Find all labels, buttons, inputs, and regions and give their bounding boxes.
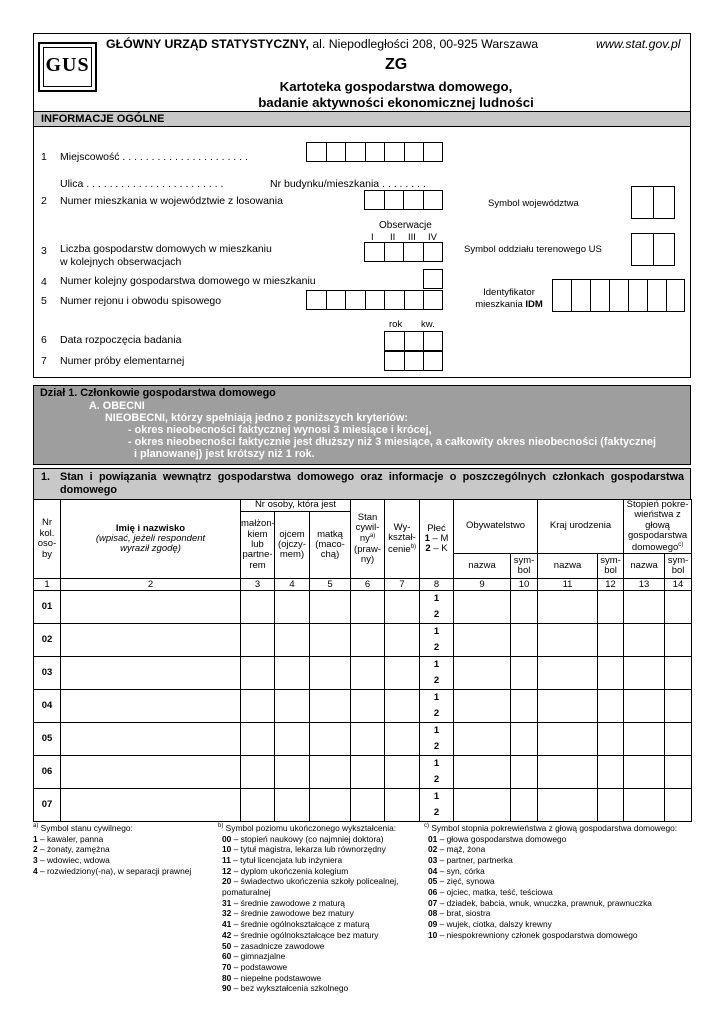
member-cell[interactable] (310, 756, 351, 789)
label-numer-proby: Numer próby elementarnej (60, 355, 185, 367)
member-cell[interactable] (454, 591, 511, 624)
member-cell[interactable] (310, 657, 351, 690)
hdr-nr-osoby: Nr osoby, która jest (241, 500, 351, 512)
sex-code-k[interactable]: 2 (420, 640, 454, 657)
form-title-1: Kartoteka gospodarstwa domowego, (279, 79, 513, 94)
sex-code-k[interactable]: 2 (420, 772, 454, 789)
col-num: 12 (598, 579, 624, 591)
numer-rejonu-field[interactable] (306, 290, 443, 310)
footnote-a: $^{a)}$ Symbol stanu cywilnego: 1 – kawaler, panna 2 – żonaty, zamężna 3 – wdowiec, wdowa 4 – rozwiedziony(-na), w separacji prawnej (33, 822, 192, 876)
hdr-ojcem: ojcem (ojczy- mem) (275, 512, 310, 579)
member-cell[interactable] (598, 690, 624, 723)
member-cell[interactable] (310, 789, 351, 822)
sex-code-m[interactable]: 1 (420, 657, 454, 674)
hdr-obyw-nazwa: nazwa (454, 554, 511, 579)
row-num-3: 3 (41, 245, 47, 257)
footnote-item: 00 – stopień naukowy (co najmniej doktora) (222, 833, 384, 844)
section-1-title: Stan i powiązania wewnątrz gospodarstwa domowego oraz informacje o poszczególnych członkach gospodarstwa domowego (60, 471, 684, 496)
kw-label: kw. (421, 319, 435, 330)
sex-code-k[interactable]: 2 (420, 739, 454, 756)
miejscowosc-field[interactable] (306, 142, 443, 162)
footnote-item: 90 – bez wykształcenia szkolnego (222, 983, 349, 994)
idm-label (466, 287, 552, 311)
member-cell[interactable] (241, 756, 275, 789)
gus-logo (38, 42, 97, 92)
member-name-cell[interactable] (61, 591, 241, 624)
symbol-oddzialu-field[interactable] (631, 233, 675, 266)
footnote-item: 2 – żonaty, zamężna (33, 844, 110, 855)
row-num-2: 2 (41, 195, 47, 207)
member-cell[interactable] (624, 624, 665, 657)
footnote-item: 07 – dziadek, babcia, wnuk, wnuczka, prawnuk, prawnuczka (428, 897, 652, 908)
member-number: 04 (34, 690, 61, 723)
member-cell[interactable] (351, 723, 385, 756)
member-cell[interactable] (665, 756, 692, 789)
member-number: 07 (34, 789, 61, 822)
member-cell[interactable] (385, 657, 420, 690)
member-cell[interactable] (241, 591, 275, 624)
member-cell[interactable] (351, 591, 385, 624)
sex-code-m[interactable]: 1 (420, 690, 454, 707)
member-cell[interactable] (275, 624, 310, 657)
footnote-item: 42 – średnie ogólnokształcące bez matury (222, 929, 379, 940)
footnote-item: 10 – tytuł magistra, lekarza lub równorzędny (222, 844, 386, 855)
member-cell[interactable] (665, 657, 692, 690)
footnote-item: 09 – wujek, ciotka, dalszy krewny (428, 919, 552, 930)
label-nr-budynku: Nr budynku/mieszkania . . . . . . . . (270, 178, 426, 190)
member-row (34, 723, 692, 740)
hdr-obyw-symbol: sym- bol (511, 554, 538, 579)
members-table (33, 499, 692, 822)
hdr-stan-cywilny: Stan cywil- $ny^{a)}$ (praw- ny) (351, 500, 385, 579)
member-number: 03 (34, 657, 61, 690)
member-cell[interactable] (624, 723, 665, 756)
footnote-c: $^{c)}$ Symbol stopnia pokrewieństwa z głową gospodarstwa domowego: 01 – głowa gospodarstwa domowego 02 – mąż, żona 03 – partner, partnerka 04 – syn, córka 05 – zięć, synowa 06 – ojciec, matka, teść, teściowa 07 – dziadek, babcia, wnuk, wnuczka, prawnuk, prawnuczka 08 – brat, siostra 09 – wujek, ciotka, dalszy krewny 10 – niespokrewniony członek gospodarstwa domowego (424, 822, 678, 940)
member-number: 02 (34, 624, 61, 657)
member-cell[interactable] (351, 789, 385, 822)
hdr-plec: Płeć 1 – M 2 – K (420, 500, 454, 579)
footnote-item: 50 – zasadnicze zawodowe (222, 940, 325, 951)
dzial-1-crit2b: i planowanej) jest krótszy niż 1 rok. (134, 448, 315, 460)
label-numer-mieszkania: Numer mieszkania w województwie z losowania (60, 195, 283, 207)
form-title-2: badanie aktywności ekonomicznej ludności (258, 95, 534, 110)
member-cell[interactable] (665, 723, 692, 756)
member-cell[interactable] (511, 690, 538, 723)
hdr-name: Imię i nazwisko (wpisać, jeżeli respondent wyraził zgodę) (61, 500, 241, 579)
member-cell[interactable] (511, 756, 538, 789)
member-cell[interactable] (598, 756, 624, 789)
member-cell[interactable] (665, 624, 692, 657)
numer-kolejny-field[interactable] (423, 269, 443, 289)
member-cell[interactable] (538, 789, 598, 822)
member-cell[interactable] (454, 789, 511, 822)
col-num: 5 (310, 579, 351, 591)
rok-label: rok (389, 319, 403, 330)
member-cell[interactable] (275, 789, 310, 822)
footnote-item: 20 – świadectwo ukończenia szkoły policealnej, (222, 876, 399, 887)
col-num: 4 (275, 579, 310, 591)
col-num: 14 (665, 579, 692, 591)
member-name-cell[interactable] (61, 657, 241, 690)
member-cell[interactable] (538, 690, 598, 723)
member-cell[interactable] (351, 690, 385, 723)
hdr-stop-nazwa: nazwa (624, 554, 665, 579)
label-kolejnych-obserwacjach: w kolejnych obserwacjach (60, 256, 182, 268)
member-cell[interactable] (275, 690, 310, 723)
liczba-gospodarstw-field[interactable] (364, 242, 443, 262)
footnote-item: 05 – zięć, synowa (428, 876, 495, 887)
member-name-cell[interactable] (61, 690, 241, 723)
member-cell[interactable] (598, 723, 624, 756)
row-num-7: 7 (41, 355, 47, 367)
sex-code-m[interactable]: 1 (420, 624, 454, 641)
footnote-item: 80 – niepełne podstawowe (222, 972, 322, 983)
member-cell[interactable] (624, 756, 665, 789)
member-cell[interactable] (241, 690, 275, 723)
member-cell[interactable] (454, 657, 511, 690)
member-cell[interactable] (310, 723, 351, 756)
footnote-item: 11 – tytuł licencjata lub inżyniera (222, 854, 343, 865)
member-cell[interactable] (624, 789, 665, 822)
member-cell[interactable] (275, 657, 310, 690)
dzial-1-box (33, 385, 691, 465)
footnote-item: 32 – średnie zawodowe bez matury (222, 908, 354, 919)
member-cell[interactable] (351, 756, 385, 789)
logo-text: GUS (45, 54, 90, 76)
member-cell[interactable] (351, 657, 385, 690)
member-row (34, 756, 692, 773)
member-number: 01 (34, 591, 61, 624)
member-cell[interactable] (241, 624, 275, 657)
obs-IV: IV (428, 232, 437, 243)
label-numer-rejonu: Numer rejonu i obwodu spisowego (60, 295, 222, 307)
member-cell[interactable] (385, 591, 420, 624)
observations-label: Obserwacje (379, 220, 432, 231)
footnote-item: 12 – dyplom ukończenia kolegium (222, 865, 349, 876)
footnote-item: pomaturalnej (222, 887, 271, 898)
hdr-malzonek: małżon- kiem lub partne- rem (241, 512, 275, 579)
member-cell[interactable] (538, 756, 598, 789)
member-cell[interactable] (275, 591, 310, 624)
member-cell[interactable] (511, 591, 538, 624)
section-1-num: 1. (41, 471, 51, 483)
footnote-item: 3 – wdowiec, wdowa (33, 854, 110, 865)
obs-II: II (390, 232, 396, 243)
sex-code-k[interactable]: 2 (420, 673, 454, 690)
hdr-stop-symbol: sym- bol (665, 554, 692, 579)
footnote-item: 02 – mąż, żona (428, 844, 486, 855)
col-num: 3 (241, 579, 275, 591)
org-name: GŁÓWNY URZĄD STATYSTYCZNY, (106, 37, 309, 51)
label-numer-kolejny: Numer kolejny gospodarstwa domowego w mieszkaniu (60, 275, 316, 287)
row-num-5: 5 (41, 295, 47, 307)
member-row (34, 591, 692, 608)
hdr-nr: Nr kol. oso- by (34, 500, 61, 579)
footnote-item: 1 – kawaler, panna (33, 833, 104, 844)
website: www.stat.gov.pl (596, 37, 681, 51)
hdr-kraj-urodzenia: Kraj urodzenia (538, 500, 624, 554)
label-miejscowosc: Miejscowość . . . . . . . . . . . . . . . . . . . . . . (60, 151, 248, 163)
col-num: 2 (61, 579, 241, 591)
member-cell[interactable] (598, 591, 624, 624)
footnote-item: 06 – ojciec, matka, teść, teściowa (428, 887, 553, 898)
member-number: 06 (34, 756, 61, 789)
footnote-b: $^{b)}$ Symbol poziomu ukończonego wykształcenia: 00 – stopień naukowy (co najmniej doktora) 10 – tytuł magistra, lekarza lub równorzędny 11 – tytuł licencjata lub inżyniera 12 – dyplom ukończenia kolegium 20 – świadectwo ukończenia szkoły policealnej, pomaturalnej 31 – średnie zawodowe z maturą 32 – średnie zawodowe bez matury 41 – średnie ogólnokształcące z maturą 42 – średnie ogólnokształcące bez matury 50 – zasadnicze zawodowe 60 – gimnazjalne 70 – podstawowe 80 – niepełne podstawowe 90 – bez wykształcenia szkolnego (218, 822, 399, 994)
member-cell[interactable] (511, 624, 538, 657)
obs-I: I (371, 232, 374, 243)
footnote-item: 08 – brat, siostra (428, 908, 491, 919)
member-cell[interactable] (385, 624, 420, 657)
member-cell[interactable] (310, 624, 351, 657)
member-cell[interactable] (511, 723, 538, 756)
col-num: 1 (34, 579, 61, 591)
dzial-1-crit1: - okres nieobecności faktycznej wynosi 3 miesiące i krócej, (128, 424, 432, 436)
sex-code-k[interactable]: 2 (420, 706, 454, 723)
member-name-cell[interactable] (61, 789, 241, 822)
footnote-item: 01 – głowa gospodarstwa domowego (428, 833, 567, 844)
member-cell[interactable] (538, 723, 598, 756)
col-num: 8 (420, 579, 454, 591)
symbol-wojewodztwa-label: Symbol województwa (488, 198, 579, 209)
hdr-wyksztalcenie: Wy- kształ- cenie$^{b)}$ (385, 500, 420, 579)
member-cell[interactable] (511, 789, 538, 822)
hdr-matka: matką (maco- chą) (310, 512, 351, 579)
section-1-bar (33, 468, 691, 499)
sex-code-k[interactable]: 2 (420, 805, 454, 822)
footnote-item: 60 – gimnazjalne (222, 951, 286, 962)
footnote-item: 10 – niespokrewniony członek gospodarstwa domowego (428, 929, 638, 940)
hdr-kraj-symbol: sym- bol (598, 554, 624, 579)
member-cell[interactable] (385, 756, 420, 789)
label-data-rozpoczecia: Data rozpoczęcia badania (60, 334, 182, 346)
member-cell[interactable] (454, 624, 511, 657)
member-cell[interactable] (624, 690, 665, 723)
member-cell[interactable] (241, 789, 275, 822)
member-cell[interactable] (454, 723, 511, 756)
member-cell[interactable] (538, 624, 598, 657)
member-cell[interactable] (351, 624, 385, 657)
member-cell[interactable] (624, 657, 665, 690)
member-cell[interactable] (385, 789, 420, 822)
member-cell[interactable] (275, 756, 310, 789)
dzial-1-crit2: - okres nieobecności faktycznie jest dłuższy niż 3 miesiące, a całkowity okres nieobecności (faktycznej (128, 436, 657, 448)
member-row (34, 690, 692, 707)
general-section-title: INFORMACJE OGÓLNE (41, 113, 165, 125)
data-rozpoczecia-field[interactable] (384, 331, 443, 351)
numer-proby-field[interactable] (384, 351, 443, 371)
member-name-cell[interactable] (61, 723, 241, 756)
sex-code-m[interactable]: 1 (420, 789, 454, 806)
member-cell[interactable] (538, 657, 598, 690)
member-cell[interactable] (275, 723, 310, 756)
obs-III: III (408, 232, 416, 243)
dzial-1-title: Dział 1. Członkowie gospodarstwa domowego (40, 387, 276, 399)
member-row (34, 624, 692, 641)
member-cell[interactable] (310, 591, 351, 624)
member-cell[interactable] (624, 591, 665, 624)
member-cell[interactable] (598, 657, 624, 690)
member-cell[interactable] (598, 624, 624, 657)
member-row (34, 789, 692, 806)
general-section-bar (34, 111, 690, 127)
symbol-oddzialu-label: Symbol oddziału terenowego US (464, 244, 602, 255)
col-num: 6 (351, 579, 385, 591)
column-numbers-row (34, 579, 692, 591)
footnote-item: 04 – syn, córka (428, 865, 485, 876)
sex-code-k[interactable]: 2 (420, 607, 454, 624)
sex-code-m[interactable]: 1 (420, 756, 454, 773)
member-cell[interactable] (385, 723, 420, 756)
hdr-obywatelstwo: Obywatelstwo (454, 500, 538, 554)
idm-field[interactable] (552, 279, 685, 312)
idm-label-2: mieszkania IDM (475, 299, 543, 310)
sex-code-m[interactable]: 1 (420, 723, 454, 740)
member-name-cell[interactable] (61, 624, 241, 657)
label-ulica: Ulica . . . . . . . . . . . . . . . . . . . . . . . . (60, 178, 224, 190)
member-cell[interactable] (310, 690, 351, 723)
symbol-wojewodztwa-field[interactable] (631, 186, 675, 219)
member-cell[interactable] (241, 657, 275, 690)
org-address: al. Niepodległości 208, 00-925 Warszawa (308, 37, 539, 51)
member-cell[interactable] (665, 591, 692, 624)
row-num-4: 4 (41, 276, 47, 288)
idm-label-1: Identyfikator (483, 287, 535, 298)
label-liczba-gospodarstw: Liczba gospodarstw domowych w mieszkaniu (60, 243, 272, 255)
member-row (34, 657, 692, 674)
member-name-cell[interactable] (61, 756, 241, 789)
col-num: 13 (624, 579, 665, 591)
form-code: ZG (385, 56, 408, 73)
footnote-item: 70 – podstawowe (222, 961, 288, 972)
col-num: 10 (511, 579, 538, 591)
member-cell[interactable] (511, 657, 538, 690)
col-num: 9 (454, 579, 511, 591)
member-cell[interactable] (385, 690, 420, 723)
dzial-1-a: A. OBECNI (89, 400, 145, 412)
row-num-1: 1 (41, 151, 47, 163)
sex-code-m[interactable]: 1 (420, 591, 454, 608)
member-cell[interactable] (538, 591, 598, 624)
member-cell[interactable] (598, 789, 624, 822)
org-line (106, 37, 538, 51)
footnote-item: 4 – rozwiedziony(-na), w separacji prawnej (33, 865, 192, 876)
member-number: 05 (34, 723, 61, 756)
member-cell[interactable] (454, 690, 511, 723)
member-cell[interactable] (665, 690, 692, 723)
footnote-item: 03 – partner, partnerka (428, 854, 513, 865)
col-num: 11 (538, 579, 598, 591)
footnote-item: 31 – średnie zawodowe z maturą (222, 897, 345, 908)
hdr-stopien: Stopień pokre- wieństwa z głową gospodarstwa domowego$^{c)}$ (624, 500, 692, 554)
row-num-6: 6 (41, 334, 47, 346)
numer-mieszkania-field[interactable] (364, 190, 443, 210)
dzial-1-nieobecni: NIEOBECNI, którzy spełniają jedno z poniższych kryteriów: (105, 412, 408, 424)
member-cell[interactable] (454, 756, 511, 789)
member-cell[interactable] (665, 789, 692, 822)
hdr-kraj-nazwa: nazwa (538, 554, 598, 579)
col-num: 7 (385, 579, 420, 591)
member-cell[interactable] (241, 723, 275, 756)
footnote-item: 41 – średnie ogólnokształcące z maturą (222, 919, 370, 930)
